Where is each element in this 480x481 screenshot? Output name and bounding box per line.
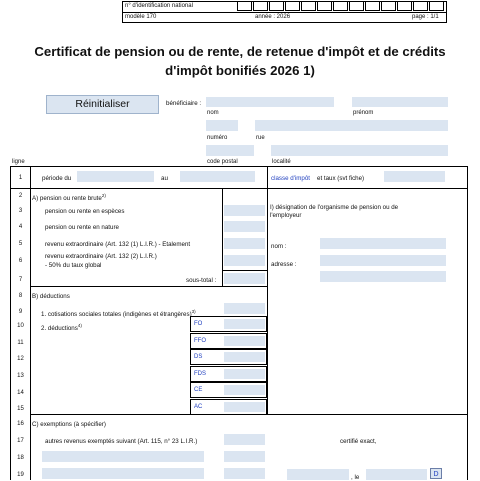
rue-caption: rue — [256, 135, 265, 141]
row-number: 11 — [17, 340, 24, 346]
row-number: 19 — [17, 472, 24, 478]
social-contributions-text: 1. cotisations sociales totales (indigènes et étrangères) — [41, 311, 192, 319]
beneficiary-name-field[interactable] — [206, 97, 334, 107]
id-digit-cell[interactable] — [333, 1, 348, 11]
social-contributions-footnote: 3) — [191, 309, 196, 314]
organism-nom-label: nom : — [271, 243, 287, 250]
organism-address-field-1[interactable] — [320, 255, 446, 266]
period-start-field[interactable] — [77, 171, 154, 182]
deduction-amount-fo[interactable] — [224, 319, 265, 329]
extraordinary-income-2-label-b: - 50% du taux global — [45, 262, 102, 269]
row-number: 3 — [18, 208, 23, 214]
row-number: 5 — [18, 241, 23, 247]
deduction-code-ce: CE — [190, 382, 267, 398]
place-field[interactable] — [287, 469, 349, 480]
row-number: 1 — [18, 175, 23, 181]
period-end-field[interactable] — [180, 171, 255, 182]
id-digit-cell[interactable] — [237, 1, 252, 11]
street-field[interactable] — [255, 120, 448, 131]
section-a-footnote: 2) — [101, 193, 106, 198]
numero-caption: numéro — [207, 135, 228, 141]
beneficiary-firstname-field[interactable] — [352, 97, 448, 107]
prenom-caption: prénom — [353, 110, 374, 116]
model-label: modèle 170 — [125, 14, 157, 20]
social-contributions-label — [41, 309, 196, 318]
code-postal-caption: code postal — [207, 159, 238, 165]
exempt-income-field[interactable] — [224, 434, 265, 445]
organism-designation-line2: l'employeur — [270, 212, 302, 219]
exempt-income-label: autres revenus exemptés suivant (Art. 115, n° 23 L.I.R.) — [45, 438, 198, 445]
row-number: 12 — [17, 356, 24, 362]
row-number: 6 — [18, 258, 23, 264]
pension-cash-field[interactable] — [224, 205, 265, 216]
id-label: n° d'identification national — [125, 3, 193, 9]
extraordinary-income-2-label-a: revenu extraordinaire (Art. 132 (2) L.I.R.) — [45, 253, 157, 260]
deduction-code-fo: FO — [190, 316, 267, 332]
id-digit-cell[interactable] — [397, 1, 412, 11]
row-number: 15 — [17, 406, 24, 412]
tax-class-field[interactable] — [384, 171, 445, 182]
pension-kind-field[interactable] — [224, 221, 265, 232]
pension-cash-label: pension ou rente en espèces — [45, 208, 125, 215]
id-digit-cell[interactable] — [413, 1, 428, 11]
social-contributions-field[interactable] — [224, 303, 265, 314]
organism-name-field[interactable] — [320, 238, 446, 249]
certified-label: certifié exact, — [340, 438, 377, 445]
localite-caption: localité — [272, 159, 291, 165]
nom-caption: nom — [207, 110, 219, 116]
deduction-amount-ds[interactable] — [224, 352, 265, 362]
row-number: 10 — [17, 323, 24, 329]
section-a-label — [32, 193, 106, 202]
extraordinary-income-1-label: revenu extraordinaire (Art. 132 (1) L.I.R.) - Etalement — [45, 241, 191, 248]
row-number: 16 — [17, 421, 24, 427]
id-digit-cell[interactable] — [381, 1, 396, 11]
ligne-header: ligne — [12, 159, 25, 165]
organism-address-field-2[interactable] — [320, 271, 446, 282]
subtotal-label: sous-total : — [186, 277, 217, 284]
postal-code-field[interactable] — [206, 145, 254, 156]
date-prefix-label: , le — [351, 474, 360, 481]
deduction-code-fds: FDS — [190, 366, 267, 382]
page-title-line1: Certificat de pension ou de rente, de retenue d'impôt et de crédits — [34, 44, 446, 59]
page-title-line2: d'impôt bonifiés 2026 1) — [165, 63, 315, 78]
id-digit-cell[interactable] — [429, 1, 444, 11]
year-label: année : 2026 — [255, 14, 291, 20]
organism-address-label: adresse : — [271, 261, 297, 268]
section-b-label: B) déductions — [32, 293, 70, 300]
au-label: au — [161, 175, 168, 182]
deduction-code-ffo: FFO — [190, 333, 267, 349]
exemption-amount-field-18[interactable] — [224, 451, 265, 462]
id-digit-cell[interactable] — [349, 1, 364, 11]
section-a-text: A) pension ou rente brute — [32, 195, 102, 203]
date-field[interactable] — [366, 469, 427, 480]
exemption-text-field-19[interactable] — [42, 468, 204, 479]
exemption-amount-field-19[interactable] — [224, 468, 265, 479]
row-number: 13 — [17, 373, 24, 379]
deduction-code-ac: AC — [190, 399, 267, 415]
id-digit-cell[interactable] — [317, 1, 332, 11]
row-number: 17 — [17, 438, 24, 444]
row-number: 7 — [18, 277, 23, 283]
deductions-label — [41, 323, 82, 332]
reset-button[interactable]: Réinitialiser — [46, 95, 159, 114]
deductions-text: 2. déductions — [41, 325, 78, 333]
deduction-amount-ce[interactable] — [224, 385, 265, 395]
deductions-footnote: 4) — [77, 323, 82, 328]
tax-rate-label: et taux (svt fiche) — [317, 175, 365, 182]
deduction-amount-ac[interactable] — [224, 402, 265, 412]
extraordinary-income-2-field[interactable] — [224, 255, 265, 266]
subtotal-field[interactable] — [224, 273, 265, 284]
id-digit-cell[interactable] — [365, 1, 380, 11]
section-c-label: C) exemptions (à spécifier) — [32, 421, 106, 428]
row-number: 18 — [17, 455, 24, 461]
row-number: 4 — [18, 224, 23, 230]
date-picker-button[interactable]: D — [430, 468, 442, 479]
row-number: 9 — [18, 309, 23, 315]
id-digit-cell[interactable] — [285, 1, 300, 11]
deduction-amount-ffo[interactable] — [224, 336, 265, 346]
deduction-code-ds: DS — [190, 349, 267, 365]
exemption-text-field-18[interactable] — [42, 451, 204, 462]
pension-kind-label: pension ou rente en nature — [45, 224, 119, 231]
id-digit-cell[interactable] — [253, 1, 268, 11]
tax-class-link[interactable]: classe d'impôt — [271, 175, 311, 182]
id-digit-cell[interactable] — [301, 1, 316, 11]
row-number: 14 — [17, 390, 24, 396]
extraordinary-income-1-field[interactable] — [224, 238, 265, 249]
periode-label: période du — [42, 175, 72, 182]
organism-designation-line1: I) désignation de l'organisme de pension ou de — [270, 204, 399, 211]
row-number: 2 — [18, 193, 23, 199]
locality-field[interactable] — [271, 145, 448, 156]
street-number-field[interactable] — [206, 120, 238, 131]
id-digit-cell[interactable] — [269, 1, 284, 11]
beneficiary-label: bénéficiaire : — [166, 100, 202, 107]
row-number: 8 — [18, 293, 23, 299]
deduction-amount-fds[interactable] — [224, 369, 265, 379]
page-label: page : 1/1 — [412, 14, 439, 20]
